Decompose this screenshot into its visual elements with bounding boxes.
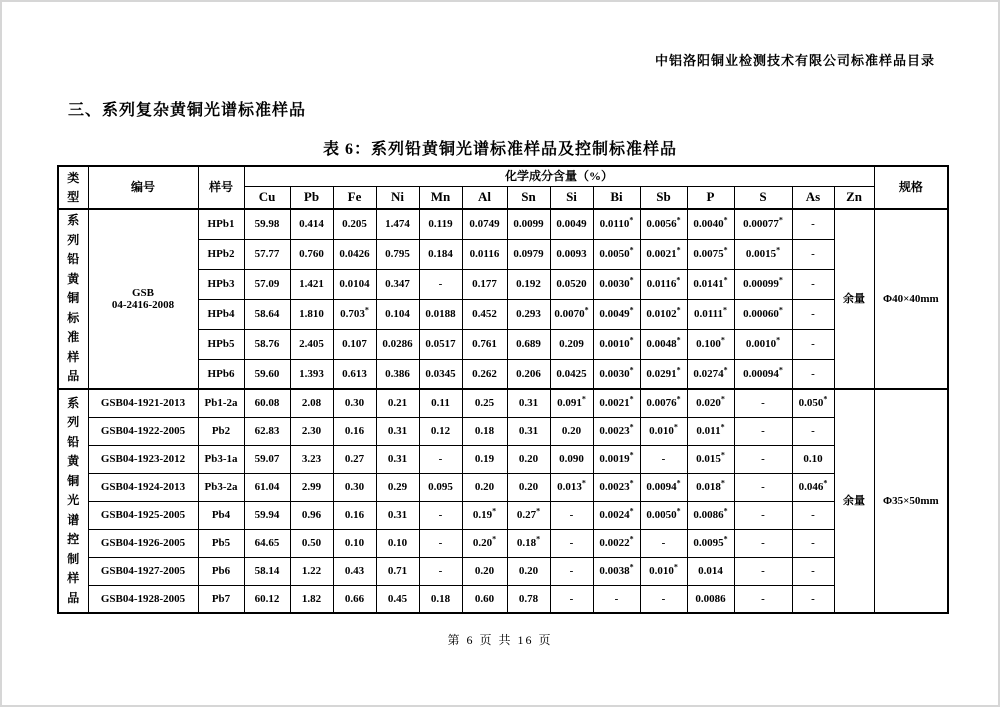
- composition-value-cell: -: [734, 473, 792, 501]
- element-header-as: As: [792, 187, 834, 210]
- composition-value-cell: 0.0023*: [593, 417, 640, 445]
- composition-value-cell: 0.12: [419, 417, 462, 445]
- composition-value-cell: -: [550, 585, 593, 613]
- code-cell: GSB 04-2416-2008: [88, 209, 198, 389]
- composition-value-cell: 57.09: [244, 269, 290, 299]
- standards-table: [57, 165, 949, 614]
- sample-id-cell: Pb4: [198, 501, 244, 529]
- composition-value-cell: 0.177: [462, 269, 507, 299]
- composition-value-cell: 0.66: [333, 585, 376, 613]
- composition-value-cell: -: [792, 269, 834, 299]
- type-header-label: 类 型: [67, 170, 80, 204]
- composition-value-cell: -: [640, 529, 687, 557]
- group-type-cell: [58, 389, 88, 613]
- composition-value-cell: -: [419, 529, 462, 557]
- element-header-zn: Zn: [834, 187, 874, 210]
- composition-value-cell: 0.18: [419, 585, 462, 613]
- element-header-sn: Sn: [507, 187, 550, 210]
- composition-value-cell: 0.60: [462, 585, 507, 613]
- composition-value-cell: 59.94: [244, 501, 290, 529]
- composition-value-cell: 0.262: [462, 359, 507, 389]
- composition-value-cell: 0.31: [376, 501, 419, 529]
- sample-id-cell: HPb6: [198, 359, 244, 389]
- composition-value-cell: 0.020*: [687, 389, 734, 417]
- composition-value-cell: -: [792, 417, 834, 445]
- code-cell: GSB04-1924-2013: [88, 473, 198, 501]
- sample-id-cell: Pb3-2a: [198, 473, 244, 501]
- composition-value-cell: -: [734, 529, 792, 557]
- composition-value-cell: 0.689: [507, 329, 550, 359]
- composition-value-cell: 0.30: [333, 473, 376, 501]
- composition-value-cell: 0.10: [333, 529, 376, 557]
- composition-value-cell: 0.010*: [640, 417, 687, 445]
- composition-value-cell: 0.25: [462, 389, 507, 417]
- composition-value-cell: 0.046*: [792, 473, 834, 501]
- composition-value-cell: -: [419, 557, 462, 585]
- composition-value-cell: 0.00077*: [734, 209, 792, 239]
- composition-value-cell: 0.100*: [687, 329, 734, 359]
- composition-value-cell: 0.11: [419, 389, 462, 417]
- composition-value-cell: 0.27: [333, 445, 376, 473]
- composition-value-cell: -: [734, 389, 792, 417]
- table-title: 表 6：系列铅黄铜光谱标准样品及控制标准样品: [322, 141, 677, 158]
- composition-value-cell: -: [550, 557, 593, 585]
- control-samples-group: [58, 389, 948, 613]
- composition-value-cell: 0.0050*: [640, 501, 687, 529]
- composition-value-cell: 0.31: [507, 389, 550, 417]
- composition-value-cell: 0.347: [376, 269, 419, 299]
- group-type-label: 系 列 铅 黄 铜 标 准 样 品: [67, 213, 80, 384]
- composition-value-cell: 0.0979: [507, 239, 550, 269]
- sample-id-cell: HPb2: [198, 239, 244, 269]
- composition-value-cell: 0.0010*: [734, 329, 792, 359]
- composition-value-cell: -: [734, 445, 792, 473]
- composition-value-cell: 0.0093: [550, 239, 593, 269]
- composition-value-cell: -: [419, 445, 462, 473]
- group-type-label: 系 列 铅 黄 铜 光 谱 控 制 样 品: [67, 395, 80, 605]
- table-row: [58, 445, 948, 473]
- composition-value-cell: 0.20: [507, 473, 550, 501]
- composition-value-cell: 0.761: [462, 329, 507, 359]
- composition-value-cell: 0.206: [507, 359, 550, 389]
- composition-value-cell: 0.16: [333, 501, 376, 529]
- composition-value-cell: 1.22: [290, 557, 333, 585]
- composition-value-cell: 0.10: [376, 529, 419, 557]
- composition-value-cell: 0.090: [550, 445, 593, 473]
- table-row: [58, 389, 948, 417]
- element-header-pb: Pb: [290, 187, 333, 210]
- composition-value-cell: 0.96: [290, 501, 333, 529]
- composition-value-cell: -: [419, 269, 462, 299]
- composition-value-cell: 0.192: [507, 269, 550, 299]
- composition-value-cell: 0.184: [419, 239, 462, 269]
- element-header-sb: Sb: [640, 187, 687, 210]
- composition-value-cell: 0.0104: [333, 269, 376, 299]
- composition-value-cell: 0.19: [462, 445, 507, 473]
- sample-id-cell: HPb4: [198, 299, 244, 329]
- composition-value-cell: 1.82: [290, 585, 333, 613]
- composition-value-cell: 0.0021*: [640, 239, 687, 269]
- composition-value-cell: 0.0086*: [687, 501, 734, 529]
- composition-value-cell: 0.0038*: [593, 557, 640, 585]
- section-title: 三、系列复杂黄铜光谱标准样品: [68, 102, 307, 119]
- sample-id-cell: HPb1: [198, 209, 244, 239]
- composition-value-cell: -: [593, 585, 640, 613]
- composition-value-cell: 0.760: [290, 239, 333, 269]
- composition-value-cell: 0.0094*: [640, 473, 687, 501]
- composition-value-cell: 0.0030*: [593, 269, 640, 299]
- table-row: [58, 209, 948, 239]
- composition-value-cell: 59.07: [244, 445, 290, 473]
- column-header-type: [58, 166, 88, 209]
- composition-value-cell: 58.14: [244, 557, 290, 585]
- composition-value-cell: 0.0022*: [593, 529, 640, 557]
- code-cell: GSB04-1926-2005: [88, 529, 198, 557]
- composition-value-cell: 59.60: [244, 359, 290, 389]
- composition-value-cell: 0.0345: [419, 359, 462, 389]
- composition-value-cell: 0.0076*: [640, 389, 687, 417]
- element-header-cu: Cu: [244, 187, 290, 210]
- sample-id-cell: Pb2: [198, 417, 244, 445]
- composition-value-cell: 0.452: [462, 299, 507, 329]
- column-header-spec: 规格: [874, 166, 948, 209]
- composition-value-cell: 3.23: [290, 445, 333, 473]
- composition-value-cell: -: [792, 209, 834, 239]
- composition-value-cell: 0.71: [376, 557, 419, 585]
- composition-value-cell: -: [550, 501, 593, 529]
- composition-value-cell: 0.43: [333, 557, 376, 585]
- composition-value-cell: 0.20: [550, 417, 593, 445]
- code-cell: GSB04-1921-2013: [88, 389, 198, 417]
- composition-value-cell: 0.10: [792, 445, 834, 473]
- composition-value-cell: 0.0030*: [593, 359, 640, 389]
- spec-cell: Φ40×40mm: [874, 209, 948, 389]
- composition-value-cell: 58.64: [244, 299, 290, 329]
- composition-value-cell: 0.27*: [507, 501, 550, 529]
- standard-samples-group: [58, 209, 948, 389]
- table-row: [58, 557, 948, 585]
- composition-value-cell: -: [640, 445, 687, 473]
- composition-value-cell: 0.0049*: [593, 299, 640, 329]
- element-header-si: Si: [550, 187, 593, 210]
- composition-value-cell: 0.0520: [550, 269, 593, 299]
- composition-value-cell: 0.0015*: [734, 239, 792, 269]
- composition-value-cell: 57.77: [244, 239, 290, 269]
- composition-value-cell: 2.08: [290, 389, 333, 417]
- composition-value-cell: 0.21: [376, 389, 419, 417]
- composition-value-cell: 0.31: [376, 445, 419, 473]
- composition-value-cell: 0.18*: [507, 529, 550, 557]
- composition-value-cell: 1.474: [376, 209, 419, 239]
- code-cell: GSB04-1923-2012: [88, 445, 198, 473]
- composition-value-cell: 0.00060*: [734, 299, 792, 329]
- composition-value-cell: -: [640, 585, 687, 613]
- element-header-p: P: [687, 187, 734, 210]
- composition-value-cell: -: [792, 557, 834, 585]
- composition-value-cell: 0.015*: [687, 445, 734, 473]
- composition-value-cell: 0.78: [507, 585, 550, 613]
- composition-value-cell: 0.0116*: [640, 269, 687, 299]
- group-type-cell: [58, 209, 88, 389]
- document-header: 中铝洛阳铜业检测技术有限公司标准样品目录: [654, 53, 935, 68]
- composition-value-cell: -: [734, 501, 792, 529]
- composition-value-cell: 60.08: [244, 389, 290, 417]
- code-cell: GSB04-1922-2005: [88, 417, 198, 445]
- composition-value-cell: 0.0274*: [687, 359, 734, 389]
- composition-value-cell: 0.0040*: [687, 209, 734, 239]
- composition-value-cell: 0.050*: [792, 389, 834, 417]
- column-header-code: 编号: [88, 166, 198, 209]
- composition-value-cell: 2.405: [290, 329, 333, 359]
- element-header-mn: Mn: [419, 187, 462, 210]
- composition-value-cell: 2.30: [290, 417, 333, 445]
- composition-value-cell: 0.31: [507, 417, 550, 445]
- composition-value-cell: 0.0111*: [687, 299, 734, 329]
- composition-value-cell: 0.0141*: [687, 269, 734, 299]
- composition-value-cell: 0.119: [419, 209, 462, 239]
- table-row: [58, 585, 948, 613]
- composition-value-cell: -: [734, 557, 792, 585]
- composition-value-cell: 0.205: [333, 209, 376, 239]
- composition-value-cell: 0.00094*: [734, 359, 792, 389]
- element-header-ni: Ni: [376, 187, 419, 210]
- composition-value-cell: 0.0023*: [593, 473, 640, 501]
- composition-value-cell: 0.0099: [507, 209, 550, 239]
- composition-value-cell: 62.83: [244, 417, 290, 445]
- composition-value-cell: 0.795: [376, 239, 419, 269]
- composition-value-cell: 0.104: [376, 299, 419, 329]
- column-header-sample: 样号: [198, 166, 244, 209]
- sample-id-cell: HPb5: [198, 329, 244, 359]
- composition-value-cell: 1.810: [290, 299, 333, 329]
- composition-value-cell: 0.0024*: [593, 501, 640, 529]
- composition-value-cell: 0.014: [687, 557, 734, 585]
- composition-value-cell: 0.011*: [687, 417, 734, 445]
- element-header-bi: Bi: [593, 187, 640, 210]
- zn-balance-cell: 余量: [834, 389, 874, 613]
- composition-value-cell: 0.20: [462, 473, 507, 501]
- element-header-s: S: [734, 187, 792, 210]
- composition-value-cell: 0.0070*: [550, 299, 593, 329]
- composition-value-cell: 0.0075*: [687, 239, 734, 269]
- composition-value-cell: 0.0517: [419, 329, 462, 359]
- composition-value-cell: -: [792, 501, 834, 529]
- table-row: [58, 417, 948, 445]
- composition-value-cell: 0.0425: [550, 359, 593, 389]
- composition-value-cell: 0.45: [376, 585, 419, 613]
- composition-value-cell: 0.0102*: [640, 299, 687, 329]
- composition-value-cell: 0.293: [507, 299, 550, 329]
- code-cell: GSB04-1925-2005: [88, 501, 198, 529]
- composition-value-cell: 0.30: [333, 389, 376, 417]
- composition-value-cell: 0.18: [462, 417, 507, 445]
- composition-value-cell: 61.04: [244, 473, 290, 501]
- composition-value-cell: 0.20: [507, 445, 550, 473]
- composition-value-cell: 0.0010*: [593, 329, 640, 359]
- composition-value-cell: 0.0426: [333, 239, 376, 269]
- composition-value-cell: 1.421: [290, 269, 333, 299]
- table-row: [58, 473, 948, 501]
- element-header-al: Al: [462, 187, 507, 210]
- composition-value-cell: 0.50: [290, 529, 333, 557]
- composition-value-cell: 0.013*: [550, 473, 593, 501]
- composition-value-cell: 0.00099*: [734, 269, 792, 299]
- composition-value-cell: -: [550, 529, 593, 557]
- sample-id-cell: Pb5: [198, 529, 244, 557]
- composition-value-cell: 0.0749: [462, 209, 507, 239]
- composition-value-cell: 0.0095*: [687, 529, 734, 557]
- composition-value-cell: 0.31: [376, 417, 419, 445]
- composition-value-cell: 58.76: [244, 329, 290, 359]
- composition-value-cell: 0.0049: [550, 209, 593, 239]
- composition-value-cell: 60.12: [244, 585, 290, 613]
- column-header-composition: 化学成分含量（%）: [244, 166, 874, 187]
- sample-id-cell: HPb3: [198, 269, 244, 299]
- composition-value-cell: 0.018*: [687, 473, 734, 501]
- composition-value-cell: 0.0286: [376, 329, 419, 359]
- sample-id-cell: Pb7: [198, 585, 244, 613]
- composition-value-cell: 0.19*: [462, 501, 507, 529]
- composition-value-cell: 0.209: [550, 329, 593, 359]
- composition-value-cell: -: [792, 239, 834, 269]
- composition-value-cell: 2.99: [290, 473, 333, 501]
- composition-value-cell: 0.0116: [462, 239, 507, 269]
- sample-id-cell: Pb1-2a: [198, 389, 244, 417]
- composition-value-cell: -: [734, 585, 792, 613]
- composition-value-cell: 0.0021*: [593, 389, 640, 417]
- composition-value-cell: 0.20: [462, 557, 507, 585]
- composition-value-cell: 0.0110*: [593, 209, 640, 239]
- composition-value-cell: 0.0050*: [593, 239, 640, 269]
- composition-value-cell: 0.091*: [550, 389, 593, 417]
- spec-cell: Φ35×50mm: [874, 389, 948, 613]
- composition-value-cell: 1.393: [290, 359, 333, 389]
- composition-value-cell: -: [792, 585, 834, 613]
- element-header-fe: Fe: [333, 187, 376, 210]
- composition-value-cell: 0.414: [290, 209, 333, 239]
- page-number-footer: 第 6 页 共 16 页: [447, 633, 553, 647]
- composition-value-cell: 0.703*: [333, 299, 376, 329]
- composition-value-cell: 0.16: [333, 417, 376, 445]
- composition-value-cell: 0.0019*: [593, 445, 640, 473]
- table-container: [57, 165, 949, 614]
- composition-value-cell: 0.0048*: [640, 329, 687, 359]
- composition-value-cell: 0.095: [419, 473, 462, 501]
- composition-value-cell: 0.613: [333, 359, 376, 389]
- composition-value-cell: 0.386: [376, 359, 419, 389]
- code-cell: GSB04-1928-2005: [88, 585, 198, 613]
- composition-value-cell: -: [419, 501, 462, 529]
- table-row: [58, 501, 948, 529]
- composition-value-cell: 0.20: [507, 557, 550, 585]
- composition-value-cell: 0.010*: [640, 557, 687, 585]
- composition-value-cell: 64.65: [244, 529, 290, 557]
- composition-value-cell: 59.98: [244, 209, 290, 239]
- sample-id-cell: Pb6: [198, 557, 244, 585]
- composition-value-cell: 0.20*: [462, 529, 507, 557]
- composition-value-cell: 0.0056*: [640, 209, 687, 239]
- composition-value-cell: -: [792, 299, 834, 329]
- composition-value-cell: 0.29: [376, 473, 419, 501]
- composition-value-cell: -: [734, 417, 792, 445]
- composition-value-cell: 0.107: [333, 329, 376, 359]
- sample-id-cell: Pb3-1a: [198, 445, 244, 473]
- code-cell: GSB04-1927-2005: [88, 557, 198, 585]
- table-row: [58, 529, 948, 557]
- composition-value-cell: 0.0086: [687, 585, 734, 613]
- zn-balance-cell: 余量: [834, 209, 874, 389]
- composition-value-cell: -: [792, 329, 834, 359]
- composition-value-cell: 0.0291*: [640, 359, 687, 389]
- composition-value-cell: -: [792, 529, 834, 557]
- composition-value-cell: 0.0188: [419, 299, 462, 329]
- composition-value-cell: -: [792, 359, 834, 389]
